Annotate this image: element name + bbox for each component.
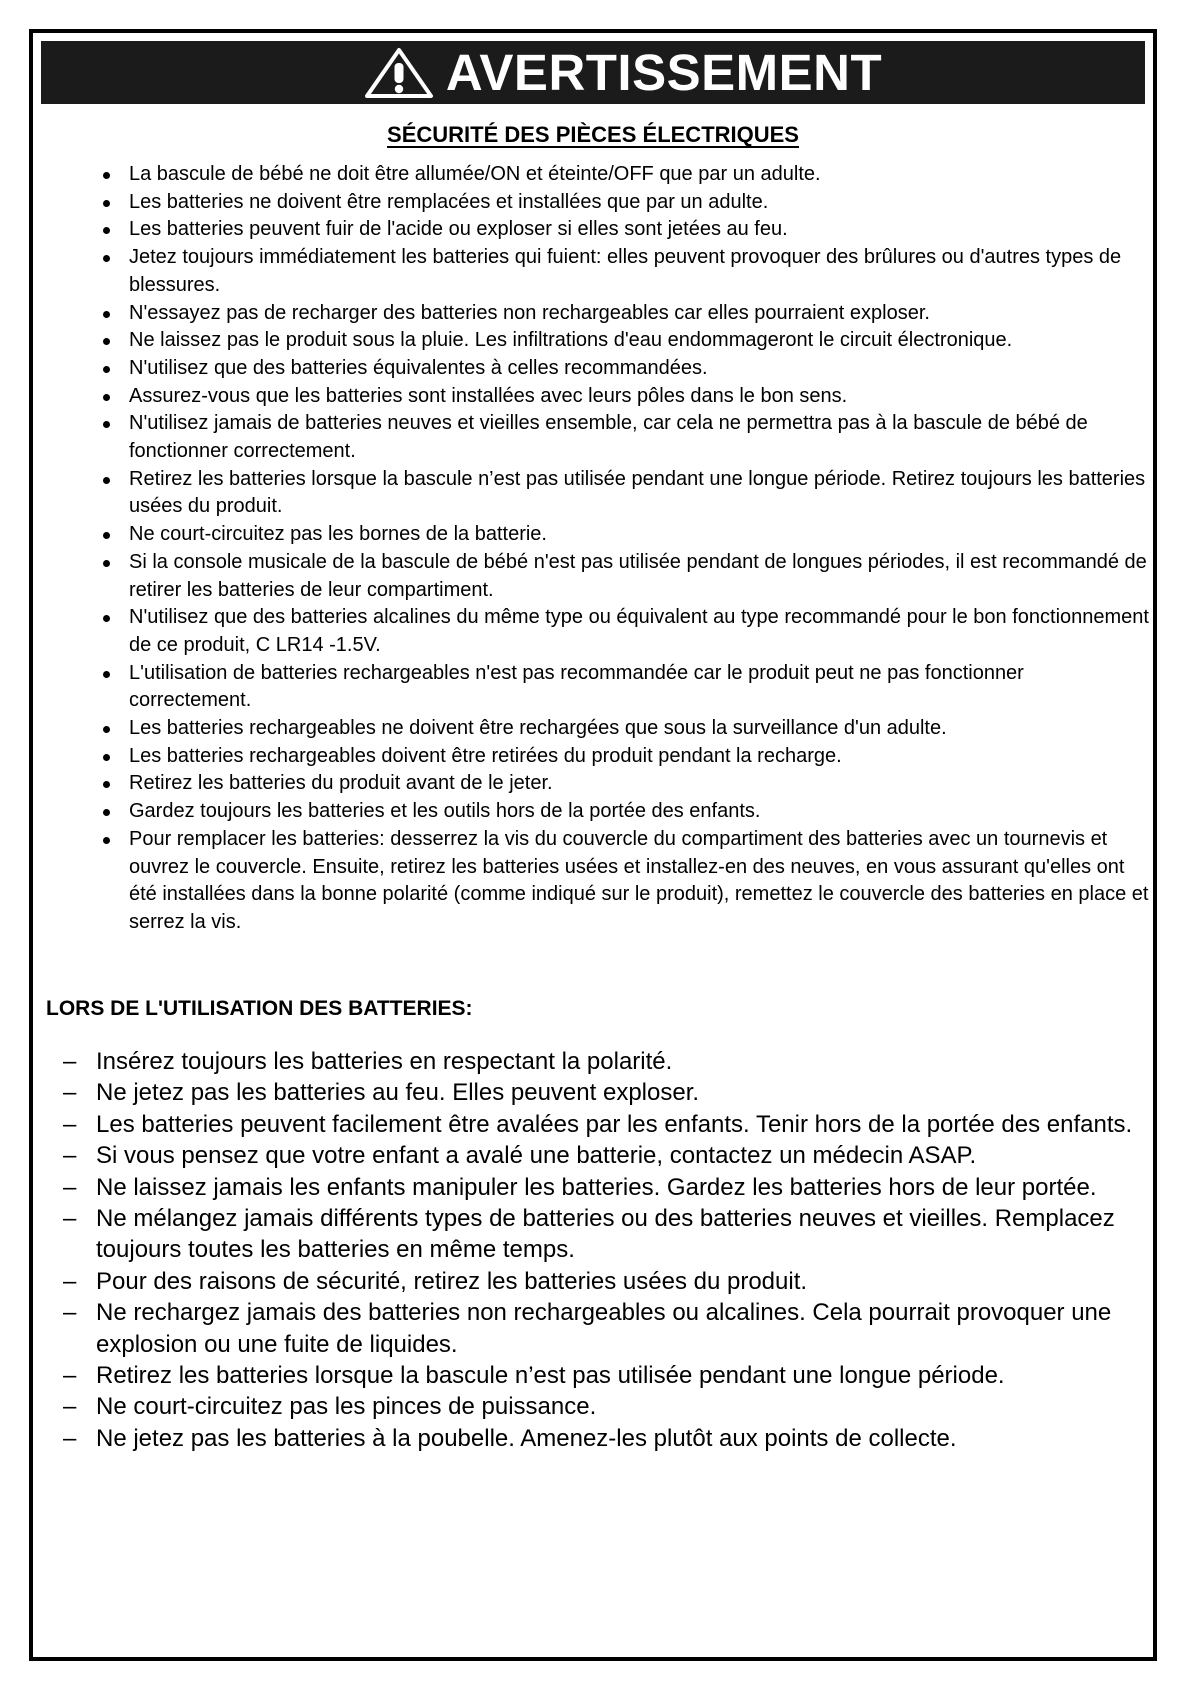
bullet-icon bbox=[103, 421, 110, 428]
dash-icon: – bbox=[63, 1299, 77, 1327]
safety-list-item bbox=[69, 660, 1149, 715]
safety-list-item bbox=[69, 826, 1149, 937]
battery-usage-list bbox=[61, 1046, 1141, 1454]
section-title bbox=[33, 124, 1153, 146]
usage-list-item-text: Les batteries peuvent facilement être avalées par les enfants. Tenir hors de la portée des enfants. bbox=[96, 1110, 1133, 1138]
safety-list-item bbox=[69, 410, 1149, 465]
usage-list-item-text: Ne laissez jamais les enfants manipuler les batteries. Gardez les batteries hors de leur portée. bbox=[96, 1173, 1097, 1201]
usage-list-item-text: Ne jetez pas les batteries à la poubelle. Amenez-les plutôt aux points de collecte. bbox=[96, 1424, 957, 1452]
safety-list-item bbox=[69, 770, 1149, 798]
safety-list-item bbox=[69, 521, 1149, 549]
bullet-icon bbox=[103, 781, 110, 788]
bullet-icon bbox=[103, 366, 110, 373]
dash-icon: – bbox=[63, 1173, 77, 1201]
safety-list-item bbox=[69, 383, 1149, 411]
bullet-icon bbox=[103, 837, 110, 844]
usage-list-item-text: Ne mélangez jamais différents types de batteries ou des batteries neuves et vieilles. Remplacez toujours toutes les batteries en même temps. bbox=[96, 1205, 1115, 1264]
safety-list-item-text: Retirez les batteries du produit avant de le jeter. bbox=[129, 772, 553, 795]
safety-list-item bbox=[69, 798, 1149, 826]
safety-list-item bbox=[69, 244, 1149, 299]
safety-list-item-text: Retirez les batteries lorsque la bascule n’est pas utilisée pendant une longue période. Retirez toujours les batteries usées du produit. bbox=[129, 467, 1146, 518]
bullet-icon bbox=[103, 200, 110, 207]
bullet-icon bbox=[103, 754, 110, 761]
safety-list-item bbox=[69, 743, 1149, 771]
section-title-text: SÉCURITÉ DES PIÈCES ÉLECTRIQUES bbox=[387, 122, 799, 147]
banner-title: AVERTISSEMENT bbox=[445, 44, 883, 101]
electrical-safety-list bbox=[69, 161, 1149, 937]
usage-list-item bbox=[61, 1360, 1141, 1391]
usage-list-item-text: Ne jetez pas les batteries au feu. Elles peuvent exploser. bbox=[96, 1079, 700, 1107]
bullet-icon bbox=[103, 532, 110, 539]
usage-list-item bbox=[61, 1297, 1141, 1360]
safety-list-item-text: N'essayez pas de recharger des batteries non rechargeables car elles pourraient exploser. bbox=[129, 301, 930, 324]
bullet-icon bbox=[103, 227, 110, 234]
safety-list-item-text: N'utilisez que des batteries équivalentes à celles recommandées. bbox=[129, 356, 708, 379]
bullet-icon bbox=[103, 671, 110, 678]
safety-list-item-text: Si la console musicale de la bascule de bébé n'est pas utilisée pendant de longues périodes, il est recommandé de retirer les batteries de leur compartiment. bbox=[129, 550, 1147, 601]
safety-list-item-text: Jetez toujours immédiatement les batteries qui fuient: elles peuvent provoquer des brûlures ou d'autres types de blessures. bbox=[129, 246, 1122, 296]
usage-list-item bbox=[61, 1172, 1141, 1203]
dash-icon: – bbox=[63, 1048, 77, 1075]
warning-banner bbox=[41, 41, 1145, 104]
battery-usage-heading: LORS DE L'UTILISATION DES BATTERIES: bbox=[46, 997, 473, 1020]
safety-list-item-text: N'utilisez que des batteries alcalines du même type ou équivalent au type recommandé pour le bon fonctionnement de ce produit, C LR14 -1.5V. bbox=[129, 606, 1149, 656]
safety-list-item-text: Gardez toujours les batteries et les outils hors de la portée des enfants. bbox=[129, 800, 761, 823]
bullet-icon bbox=[103, 255, 110, 262]
dash-icon: – bbox=[63, 1142, 77, 1170]
safety-list-item-text: Ne laissez pas le produit sous la pluie. Les infiltrations d'eau endommageront le circuit électronique. bbox=[129, 329, 1013, 352]
dash-icon: – bbox=[63, 1267, 77, 1295]
usage-list-item-text: Pour des raisons de sécurité, retirez les batteries usées du produit. bbox=[96, 1267, 808, 1295]
warning-sheet-frame bbox=[29, 29, 1157, 1661]
dash-icon: – bbox=[63, 1424, 77, 1452]
usage-list-item bbox=[61, 1109, 1141, 1140]
usage-list-item bbox=[61, 1203, 1141, 1266]
safety-list-item bbox=[69, 216, 1149, 244]
dash-icon: – bbox=[63, 1393, 77, 1421]
safety-list-item bbox=[69, 466, 1149, 521]
dash-icon: – bbox=[63, 1079, 77, 1107]
safety-list-item bbox=[69, 327, 1149, 355]
safety-list-item-text: La bascule de bébé ne doit être allumée/ON et éteinte/OFF que par un adulte. bbox=[129, 163, 821, 185]
usage-list-item-text: Insérez toujours les batteries en respectant la polarité. bbox=[96, 1048, 673, 1075]
bullet-icon bbox=[103, 560, 110, 567]
usage-list-item bbox=[61, 1391, 1141, 1422]
dash-icon: – bbox=[63, 1362, 77, 1390]
bullet-icon bbox=[103, 394, 110, 401]
bullet-icon bbox=[103, 809, 110, 816]
usage-list-item bbox=[61, 1423, 1141, 1454]
safety-list-item-text: L'utilisation de batteries rechargeables n'est pas recommandée car le produit peut ne pas fonctionner correctement. bbox=[129, 661, 1024, 712]
safety-list-item bbox=[69, 604, 1149, 659]
bullet-icon bbox=[103, 338, 110, 345]
safety-list-item-text: Assurez-vous que les batteries sont installées avec leurs pôles dans le bon sens. bbox=[129, 384, 848, 407]
usage-list-item bbox=[61, 1140, 1141, 1171]
bullet-icon bbox=[103, 311, 110, 318]
safety-list-item-text: Les batteries peuvent fuir de l'acide ou exploser si elles sont jetées au feu. bbox=[129, 218, 788, 241]
bullet-icon bbox=[103, 726, 110, 733]
safety-list-item-text: N'utilisez jamais de batteries neuves et vieilles ensemble, car cela ne permettra pas à la bascule de bébé de fonctionner correctement. bbox=[129, 412, 1088, 463]
usage-list-item-text: Ne rechargez jamais des batteries non rechargeables ou alcalines. Cela pourrait provoquer une explosion ou une fuite de liquides. bbox=[96, 1299, 1112, 1358]
safety-list-item-text: Les batteries rechargeables doivent être retirées du produit pendant la recharge. bbox=[129, 744, 842, 767]
warning-banner-content bbox=[364, 44, 883, 101]
safety-list-item bbox=[69, 300, 1149, 328]
usage-list-item bbox=[61, 1046, 1141, 1077]
safety-list-item-text: Les batteries ne doivent être remplacées et installées que par un adulte. bbox=[129, 190, 769, 213]
safety-list-item-text: Pour remplacer les batteries: desserrez la vis du couvercle du compartiment des batteries avec un tournevis et ouvrez le couvercle. Ensuite, retirez les batteries usées et installez-en des neuves, en vous assurant qu'elles ont été installées dans la bonne polarité (comme indiqué sur le produit), remettez le couvercle des batteries en place et serrez la vis. bbox=[129, 827, 1149, 933]
safety-list-item bbox=[69, 549, 1149, 604]
bullet-icon bbox=[103, 615, 110, 622]
safety-list-item-text: Ne court-circuitez pas les bornes de la batterie. bbox=[129, 523, 547, 546]
warning-triangle-icon bbox=[364, 47, 434, 99]
usage-list-item-text: Si vous pensez que votre enfant a avalé une batterie, contactez un médecin ASAP. bbox=[96, 1142, 977, 1170]
usage-list-item-text: Ne court-circuitez pas les pinces de puissance. bbox=[96, 1393, 597, 1421]
dash-icon: – bbox=[63, 1205, 77, 1233]
dash-icon: – bbox=[63, 1110, 77, 1138]
safety-list-item-text: Les batteries rechargeables ne doivent être rechargées que sous la surveillance d'un adulte. bbox=[129, 717, 947, 740]
safety-list-item bbox=[69, 715, 1149, 743]
usage-list-item bbox=[61, 1266, 1141, 1297]
safety-list-item bbox=[69, 189, 1149, 217]
safety-list-item bbox=[69, 355, 1149, 383]
usage-list-item bbox=[61, 1077, 1141, 1108]
bullet-icon bbox=[103, 477, 110, 484]
bullet-icon bbox=[103, 172, 110, 179]
safety-list-item bbox=[69, 161, 1149, 189]
usage-list-item-text: Retirez les batteries lorsque la bascule n’est pas utilisée pendant une longue période. bbox=[96, 1362, 1005, 1390]
